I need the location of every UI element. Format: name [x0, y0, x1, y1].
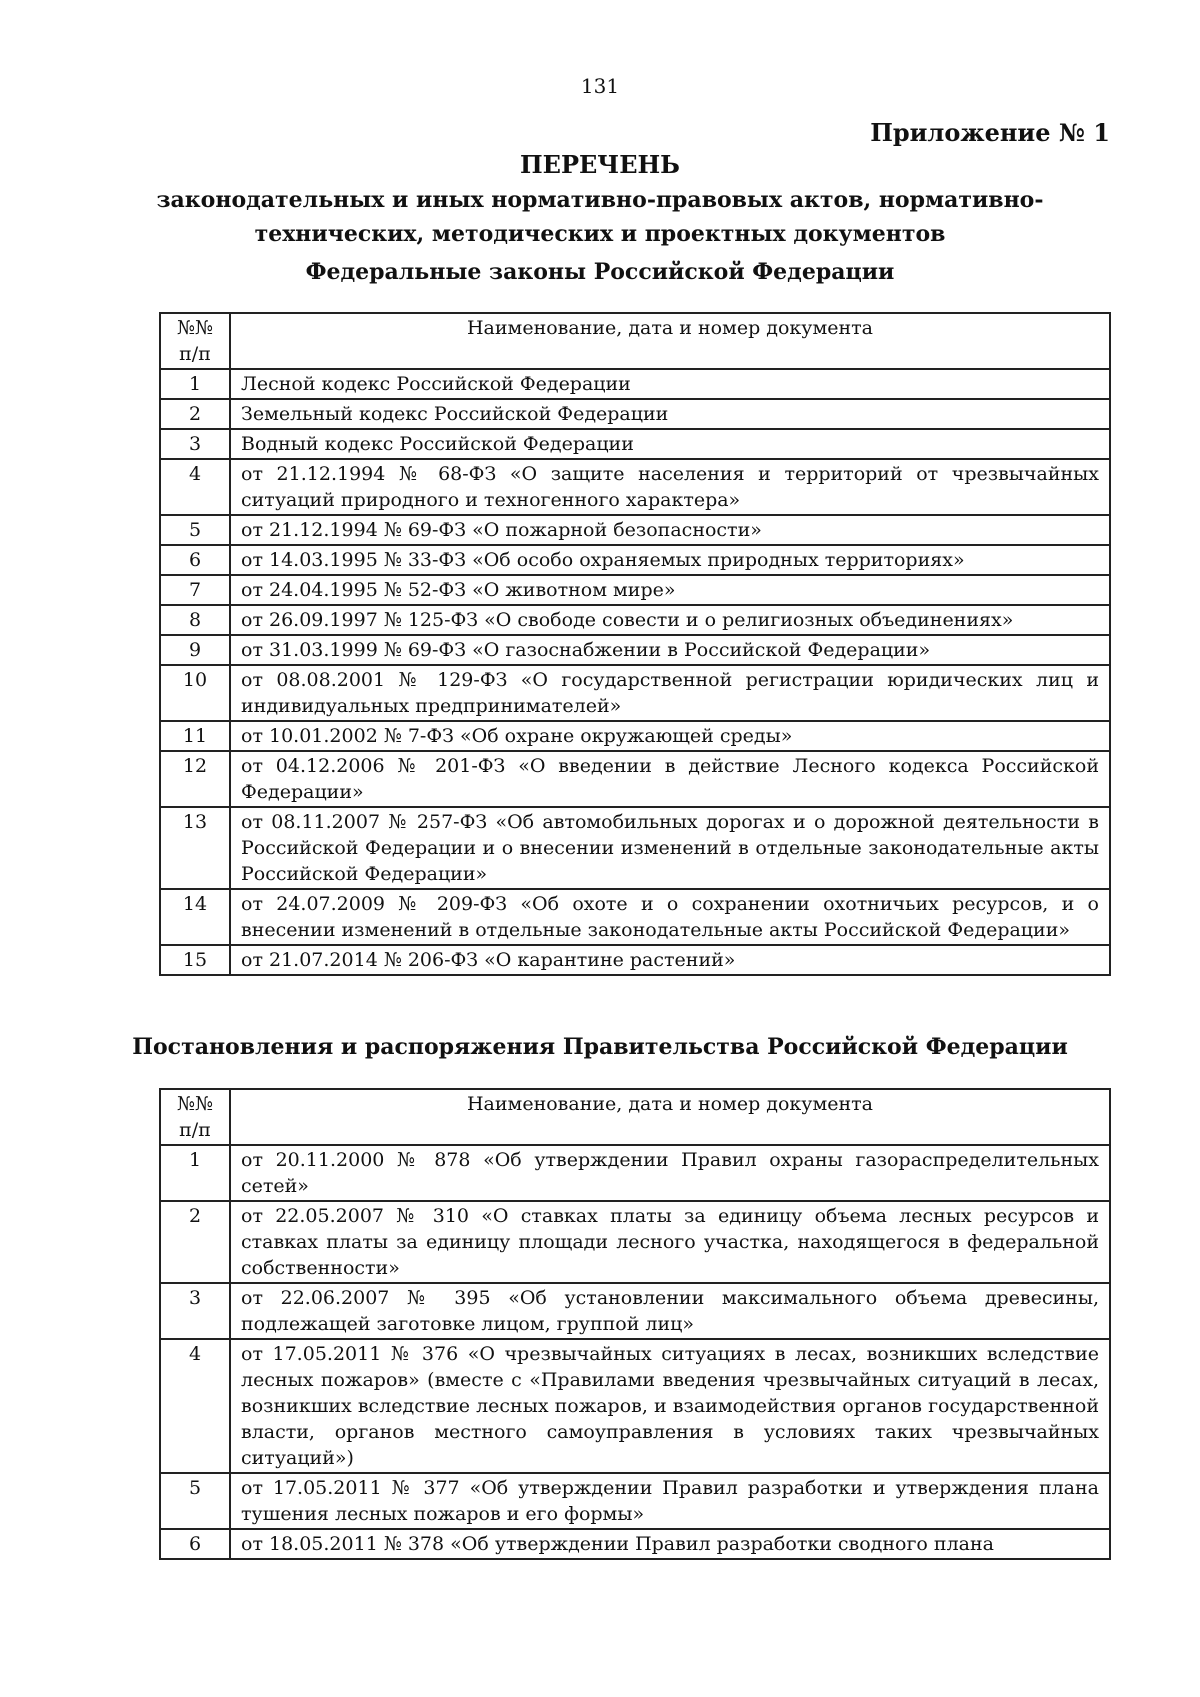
page-number: 131: [580, 74, 620, 98]
table-row: [160, 369, 1110, 399]
table-row: [160, 807, 1110, 889]
table-row: [160, 545, 1110, 575]
row-number: 5: [160, 515, 230, 545]
table-row: [160, 1339, 1110, 1473]
table-row: [160, 635, 1110, 665]
row-number: 15: [160, 945, 230, 975]
row-number: 6: [160, 1529, 230, 1559]
row-number: 2: [160, 1201, 230, 1283]
row-text: от 08.11.2007 № 257-ФЗ «Об автомобильных дорогах и о дорожной деятельности в Российской Федерации и о внесении изменений в отдельные законодательные акты Российской Федерации»: [230, 807, 1110, 889]
table-row: [160, 1145, 1110, 1201]
row-text: от 17.05.2011 № 377 «Об утверждении Правил разработки и утверждения плана тушения лесных пожаров и его формы»: [230, 1473, 1110, 1529]
header-name-cell: Наименование, дата и номер документа: [230, 313, 1110, 369]
row-number: 3: [160, 429, 230, 459]
row-text: от 31.03.1999 № 69-ФЗ «О газоснабжении в Российской Федерации»: [230, 635, 1110, 665]
row-text: Водный кодекс Российской Федерации: [230, 429, 1110, 459]
row-text: от 04.12.2006 № 201-ФЗ «О введении в действие Лесного кодекса Российской Федерации»: [230, 751, 1110, 807]
row-number: 3: [160, 1283, 230, 1339]
document-title: ПЕРЕЧЕНЬ: [520, 150, 680, 179]
row-text: от 17.05.2011 № 376 «О чрезвычайных ситуациях в лесах, возникших вследствие лесных пожаров» (вместе с «Правилами введения чрезвычайных ситуаций в лесах, возникших вследствие лесных пожаров, и взаимодействия органов государственной власти, органов местного самоуправления в условиях таких чрезвычайных ситуаций»): [230, 1339, 1110, 1473]
row-text: от 10.01.2002 № 7-ФЗ «Об охране окружающей среды»: [230, 721, 1110, 751]
table-row: [160, 665, 1110, 721]
row-text: от 21.12.1994 № 69-ФЗ «О пожарной безопасности»: [230, 515, 1110, 545]
row-number: 8: [160, 605, 230, 635]
row-text: от 14.03.1995 № 33-ФЗ «Об особо охраняемых природных территориях»: [230, 545, 1110, 575]
row-number: 4: [160, 459, 230, 515]
document-subtitle: законодательных и иных нормативно-правовых актов, нормативно-технических, методических и проектных документов: [156, 187, 1044, 247]
row-number: 12: [160, 751, 230, 807]
section-title-federal-laws: Федеральные законы Российской Федерации: [305, 259, 895, 285]
table-row: [160, 721, 1110, 751]
header-name-cell: Наименование, дата и номер документа: [230, 1089, 1110, 1145]
row-text: от 21.07.2014 № 206-ФЗ «О карантине растений»: [230, 945, 1110, 975]
row-number: 9: [160, 635, 230, 665]
federal-laws-table: [159, 312, 1111, 976]
row-number: 2: [160, 399, 230, 429]
table-row: [160, 429, 1110, 459]
section-title-government-decrees: Постановления и распоряжения Правительства Российской Федерации: [132, 1034, 1068, 1060]
row-text: от 24.04.1995 № 52-ФЗ «О животном мире»: [230, 575, 1110, 605]
row-text: от 22.06.2007 № 395 «Об установлении максимального объема древесины, подлежащей заготовке лицом, группой лиц»: [230, 1283, 1110, 1339]
row-text: от 26.09.1997 № 125-ФЗ «О свободе совести и о религиозных объединениях»: [230, 605, 1110, 635]
row-text: от 20.11.2000 № 878 «Об утверждении Правил охраны газораспределительных сетей»: [230, 1145, 1110, 1201]
table-row: [160, 945, 1110, 975]
table-row: [160, 1201, 1110, 1283]
table-row: [160, 515, 1110, 545]
table-row: [160, 889, 1110, 945]
row-number: 11: [160, 721, 230, 751]
row-text: Земельный кодекс Российской Федерации: [230, 399, 1110, 429]
row-text: от 21.12.1994 № 68-ФЗ «О защите населения и территорий от чрезвычайных ситуаций природного и техногенного характера»: [230, 459, 1110, 515]
appendix-label: Приложение № 1: [870, 118, 1110, 147]
table-row: [160, 399, 1110, 429]
row-number: 10: [160, 665, 230, 721]
row-number: 6: [160, 545, 230, 575]
row-text: Лесной кодекс Российской Федерации: [230, 369, 1110, 399]
table-row: [160, 459, 1110, 515]
row-number: 14: [160, 889, 230, 945]
table-header-row: [160, 1089, 1110, 1145]
table-row: [160, 1473, 1110, 1529]
row-text: от 24.07.2009 № 209-ФЗ «Об охоте и о сохранении охотничьих ресурсов, и о внесении изменений в отдельные законодательные акты Российской Федерации»: [230, 889, 1110, 945]
row-text: от 22.05.2007 № 310 «О ставках платы за единицу объема лесных ресурсов и ставках платы за единицу площади лесного участка, находящегося в федеральной собственности»: [230, 1201, 1110, 1283]
table-row: [160, 1529, 1110, 1559]
row-number: 7: [160, 575, 230, 605]
table-row: [160, 605, 1110, 635]
government-decrees-table: [159, 1088, 1111, 1560]
row-number: 1: [160, 1145, 230, 1201]
row-number: 1: [160, 369, 230, 399]
table-row: [160, 1283, 1110, 1339]
row-number: 13: [160, 807, 230, 889]
row-number: 5: [160, 1473, 230, 1529]
header-num-cell: №№ п/п: [160, 313, 230, 369]
table-row: [160, 575, 1110, 605]
row-text: от 18.05.2011 № 378 «Об утверждении Правил разработки сводного плана: [230, 1529, 1110, 1559]
table-header-row: [160, 313, 1110, 369]
row-number: 4: [160, 1339, 230, 1473]
table-row: [160, 751, 1110, 807]
row-text: от 08.08.2001 № 129-ФЗ «О государственной регистрации юридических лиц и индивидуальных предпринимателей»: [230, 665, 1110, 721]
header-num-cell: №№ п/п: [160, 1089, 230, 1145]
